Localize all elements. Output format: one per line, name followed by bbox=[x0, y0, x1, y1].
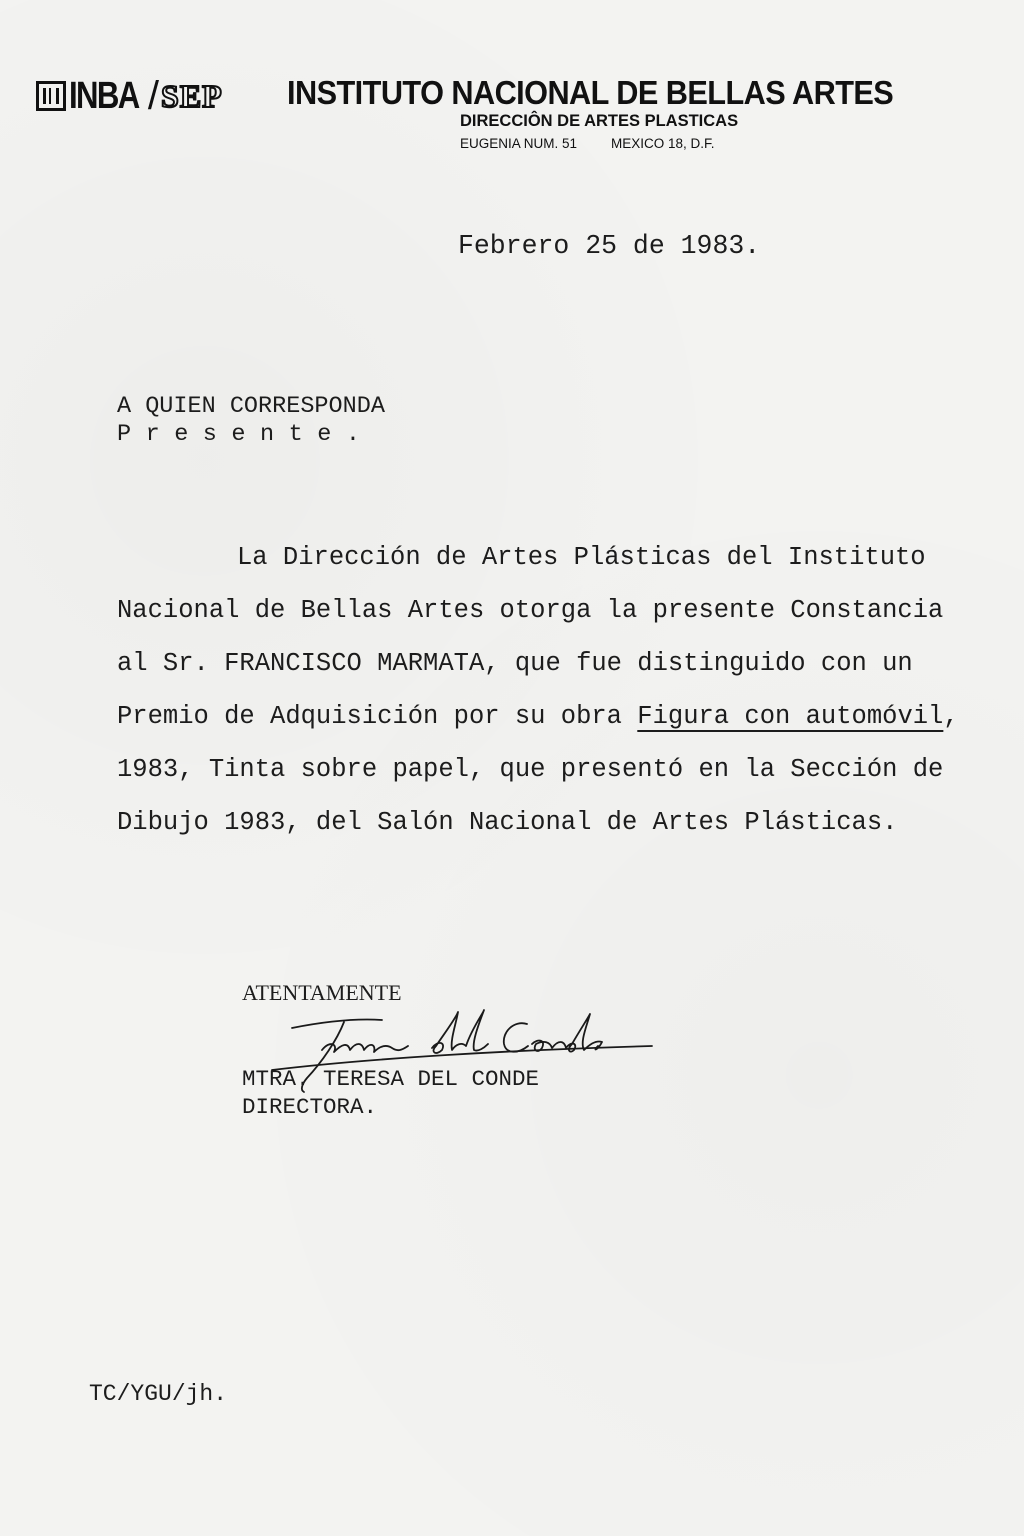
body-line-6: Dibujo 1983, del Salón Nacional de Artes Plásticas. bbox=[117, 808, 898, 837]
body-line-2: Nacional de Bellas Artes otorga la presente Constancia bbox=[117, 596, 944, 625]
logo-inba-text: INBA bbox=[69, 75, 139, 117]
body-line-1: La Dirección de Artes Plásticas del Instituto bbox=[237, 543, 926, 572]
salutation: A QUIEN CORRESPONDA bbox=[117, 393, 385, 420]
signer-title: DIRECTORA. bbox=[242, 1094, 378, 1120]
body-line-4-prefix: Premio de Adquisición por su obra bbox=[117, 702, 638, 731]
artwork-title: Figura con automóvil bbox=[637, 702, 944, 731]
signer-name: MTRA. TERESA DEL CONDE bbox=[242, 1066, 540, 1092]
closing: ATENTAMENTE bbox=[242, 980, 402, 1005]
inba-sep-logo bbox=[36, 76, 223, 116]
presente-line: Presente. bbox=[117, 421, 375, 448]
department-name: DIRECCIÔN DE ARTES PLASTICAS bbox=[460, 112, 739, 130]
institution-name: INSTITUTO NACIONAL DE BELLAS ARTES bbox=[287, 74, 894, 111]
address-city: MEXICO 18, D.F. bbox=[611, 136, 715, 151]
institution-address bbox=[460, 136, 715, 151]
logo-separator: / bbox=[147, 74, 160, 118]
letter-date: Febrero 25 de 1983. bbox=[458, 231, 761, 261]
body-line-4-suffix: , bbox=[943, 702, 959, 731]
body-line-3: al Sr. FRANCISCO MARMATA, que fue distinguido con un bbox=[117, 649, 913, 678]
inba-emblem-icon bbox=[36, 81, 66, 111]
body-line-4 bbox=[117, 702, 959, 731]
body-line-5: 1983, Tinta sobre papel, que presentó en la Sección de bbox=[117, 755, 944, 784]
address-street: EUGENIA NUM. 51 bbox=[460, 136, 578, 151]
reference-initials: TC/YGU/jh. bbox=[89, 1381, 228, 1407]
logo-sep-text: SEP bbox=[161, 78, 223, 114]
